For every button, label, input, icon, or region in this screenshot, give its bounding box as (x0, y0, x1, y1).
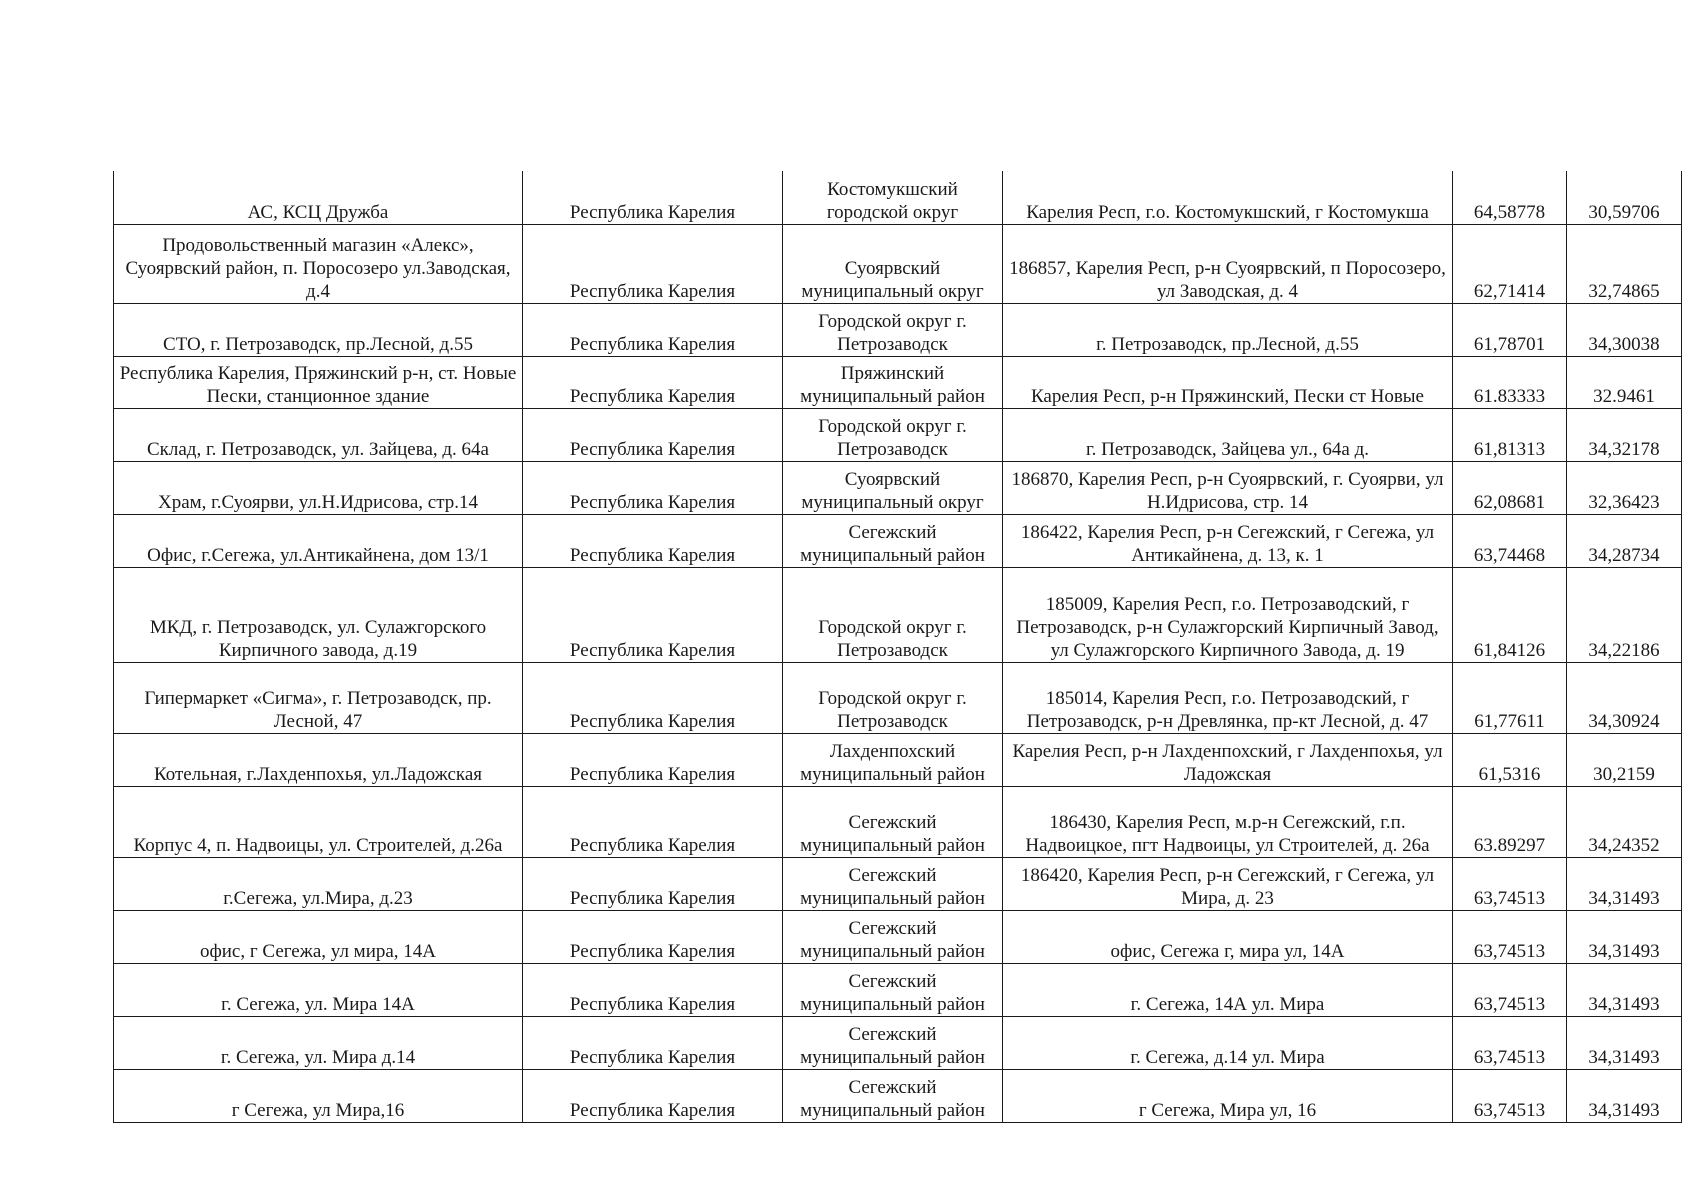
table-row (114, 356, 1682, 408)
cell-region: Республика Карелия (523, 461, 783, 514)
cell-longitude: 34,31493 (1567, 910, 1682, 963)
cell-district: Пряжинский муниципальный район (783, 356, 1003, 408)
locations-table (113, 171, 1682, 1123)
cell-latitude: 63,74513 (1453, 857, 1567, 910)
cell-region: Республика Карелия (523, 303, 783, 356)
cell-latitude: 61,5316 (1453, 733, 1567, 786)
cell-district: Городской округ г. Петрозаводск (783, 662, 1003, 733)
cell-longitude: 34,30038 (1567, 303, 1682, 356)
cell-region: Республика Карелия (523, 662, 783, 733)
cell-address: Карелия Респ, р-н Лахденпохский, г Лахденпохья, ул Ладожская (1003, 733, 1453, 786)
cell-district: Суоярвский муниципальный округ (783, 461, 1003, 514)
cell-longitude: 34,28734 (1567, 514, 1682, 567)
cell-longitude: 34,30924 (1567, 662, 1682, 733)
table-row (114, 408, 1682, 461)
table-row (114, 786, 1682, 857)
cell-object-name: г.Сегежа, ул.Мира, д.23 (114, 857, 523, 910)
cell-latitude: 63,74513 (1453, 963, 1567, 1016)
cell-district: Костомукшский городской округ (783, 171, 1003, 224)
cell-latitude: 63.89297 (1453, 786, 1567, 857)
cell-latitude: 63,74513 (1453, 910, 1567, 963)
cell-longitude: 34,32178 (1567, 408, 1682, 461)
table-row (114, 1016, 1682, 1069)
cell-object-name: Гипермаркет «Сигма», г. Петрозаводск, пр. Лесной, 47 (114, 662, 523, 733)
table-row (114, 1069, 1682, 1122)
cell-district: Сегежский муниципальный район (783, 514, 1003, 567)
cell-address: 185014, Карелия Респ, г.о. Петрозаводский, г Петрозаводск, р-н Древлянка, пр-кт Лесной, д. 47 (1003, 662, 1453, 733)
cell-object-name: Продовольственный магазин «Алекс», Суоярвский район, п. Поросозеро ул.Заводская, д.4 (114, 224, 523, 303)
cell-longitude: 30,59706 (1567, 171, 1682, 224)
cell-longitude: 34,22186 (1567, 567, 1682, 662)
table-row (114, 224, 1682, 303)
cell-latitude: 63,74513 (1453, 1069, 1567, 1122)
cell-address: г. Сегежа, 14А ул. Мира (1003, 963, 1453, 1016)
cell-region: Республика Карелия (523, 733, 783, 786)
cell-address: 186870, Карелия Респ, р-н Суоярвский, г. Суоярви, ул Н.Идрисова, стр. 14 (1003, 461, 1453, 514)
cell-district: Сегежский муниципальный район (783, 963, 1003, 1016)
cell-district: Сегежский муниципальный район (783, 910, 1003, 963)
cell-region: Республика Карелия (523, 1016, 783, 1069)
table-row (114, 171, 1682, 224)
cell-region: Республика Карелия (523, 408, 783, 461)
cell-object-name: офис, г Сегежа, ул мира, 14А (114, 910, 523, 963)
cell-longitude: 32,36423 (1567, 461, 1682, 514)
cell-address: г. Петрозаводск, Зайцева ул., 64а д. (1003, 408, 1453, 461)
cell-latitude: 63,74468 (1453, 514, 1567, 567)
cell-region: Республика Карелия (523, 857, 783, 910)
cell-district: Лахденпохский муниципальный район (783, 733, 1003, 786)
cell-region: Республика Карелия (523, 171, 783, 224)
cell-region: Республика Карелия (523, 356, 783, 408)
cell-address: Карелия Респ, р-н Пряжинский, Пески ст Новые (1003, 356, 1453, 408)
cell-longitude: 30,2159 (1567, 733, 1682, 786)
cell-address: офис, Сегежа г, мира ул, 14А (1003, 910, 1453, 963)
cell-latitude: 62,08681 (1453, 461, 1567, 514)
cell-longitude: 34,24352 (1567, 786, 1682, 857)
cell-address: г Сегежа, Мира ул, 16 (1003, 1069, 1453, 1122)
cell-longitude: 34,31493 (1567, 963, 1682, 1016)
cell-object-name: г. Сегежа, ул. Мира д.14 (114, 1016, 523, 1069)
table-row (114, 461, 1682, 514)
cell-longitude: 34,31493 (1567, 857, 1682, 910)
cell-district: Сегежский муниципальный район (783, 1069, 1003, 1122)
cell-district: Сегежский муниципальный район (783, 857, 1003, 910)
cell-region: Республика Карелия (523, 1069, 783, 1122)
cell-latitude: 61,78701 (1453, 303, 1567, 356)
cell-address: г. Петрозаводск, пр.Лесной, д.55 (1003, 303, 1453, 356)
cell-object-name: Республика Карелия, Пряжинский р-н, ст. Новые Пески, станционное здание (114, 356, 523, 408)
cell-address: 186420, Карелия Респ, р-н Сегежский, г Сегежа, ул Мира, д. 23 (1003, 857, 1453, 910)
cell-address: 186857, Карелия Респ, р-н Суоярвский, п Поросозеро, ул Заводская, д. 4 (1003, 224, 1453, 303)
table-row (114, 567, 1682, 662)
cell-address: Карелия Респ, г.о. Костомукшский, г Костомукша (1003, 171, 1453, 224)
cell-region: Республика Карелия (523, 514, 783, 567)
cell-latitude: 61,77611 (1453, 662, 1567, 733)
cell-object-name: Склад, г. Петрозаводск, ул. Зайцева, д. 64а (114, 408, 523, 461)
cell-object-name: Котельная, г.Лахденпохья, ул.Ладожская (114, 733, 523, 786)
table-row (114, 303, 1682, 356)
cell-address: 186430, Карелия Респ, м.р-н Сегежский, г.п. Надвоицкое, пгт Надвоицы, ул Строителей, д. 26а (1003, 786, 1453, 857)
cell-address: 185009, Карелия Респ, г.о. Петрозаводский, г Петрозаводск, р-н Сулажгорский Кирпичный Завод, ул Сулажгорского Кирпичного Завода, д. 19 (1003, 567, 1453, 662)
table-row (114, 910, 1682, 963)
table-row (114, 514, 1682, 567)
cell-object-name: АС, КСЦ Дружба (114, 171, 523, 224)
cell-longitude: 32,74865 (1567, 224, 1682, 303)
table-row (114, 857, 1682, 910)
cell-region: Республика Карелия (523, 786, 783, 857)
table-row (114, 963, 1682, 1016)
cell-longitude: 34,31493 (1567, 1069, 1682, 1122)
cell-address: г. Сегежа, д.14 ул. Мира (1003, 1016, 1453, 1069)
cell-region: Республика Карелия (523, 224, 783, 303)
table-row (114, 662, 1682, 733)
cell-region: Республика Карелия (523, 910, 783, 963)
cell-object-name: Офис, г.Сегежа, ул.Антикайнена, дом 13/1 (114, 514, 523, 567)
cell-longitude: 32.9461 (1567, 356, 1682, 408)
cell-region: Республика Карелия (523, 963, 783, 1016)
cell-object-name: Корпус 4, п. Надвоицы, ул. Строителей, д.26а (114, 786, 523, 857)
cell-district: Сегежский муниципальный район (783, 786, 1003, 857)
cell-object-name: Храм, г.Суоярви, ул.Н.Идрисова, стр.14 (114, 461, 523, 514)
cell-latitude: 62,71414 (1453, 224, 1567, 303)
cell-object-name: СТО, г. Петрозаводск, пр.Лесной, д.55 (114, 303, 523, 356)
locations-table-body (114, 171, 1682, 1122)
cell-object-name: г. Сегежа, ул. Мира 14А (114, 963, 523, 1016)
cell-district: Городской округ г. Петрозаводск (783, 567, 1003, 662)
cell-object-name: МКД, г. Петрозаводск, ул. Сулажгорского Кирпичного завода, д.19 (114, 567, 523, 662)
cell-latitude: 63,74513 (1453, 1016, 1567, 1069)
cell-latitude: 64,58778 (1453, 171, 1567, 224)
cell-district: Сегежский муниципальный район (783, 1016, 1003, 1069)
cell-address: 186422, Карелия Респ, р-н Сегежский, г Сегежа, ул Антикайнена, д. 13, к. 1 (1003, 514, 1453, 567)
cell-latitude: 61.83333 (1453, 356, 1567, 408)
table-row (114, 733, 1682, 786)
cell-district: Суоярвский муниципальный округ (783, 224, 1003, 303)
cell-district: Городской округ г. Петрозаводск (783, 303, 1003, 356)
cell-district: Городской округ г. Петрозаводск (783, 408, 1003, 461)
cell-latitude: 61,84126 (1453, 567, 1567, 662)
cell-latitude: 61,81313 (1453, 408, 1567, 461)
cell-longitude: 34,31493 (1567, 1016, 1682, 1069)
cell-object-name: г Сегежа, ул Мира,16 (114, 1069, 523, 1122)
cell-region: Республика Карелия (523, 567, 783, 662)
